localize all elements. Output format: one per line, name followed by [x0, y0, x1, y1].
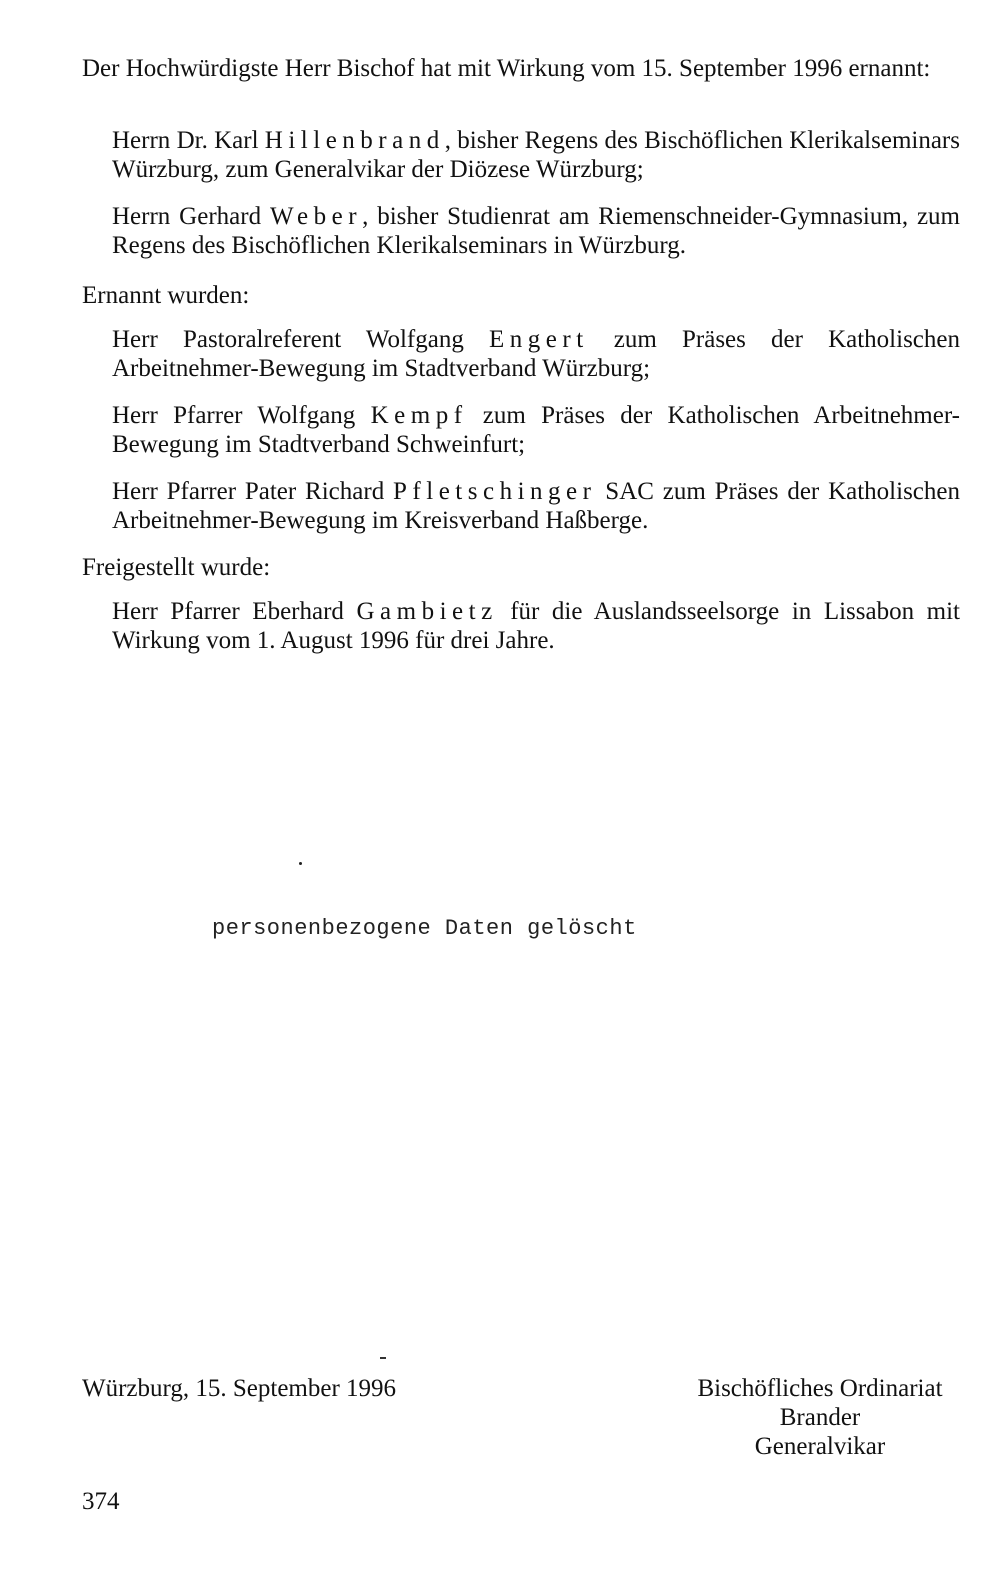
appointment-hillenbrand: [112, 126, 960, 184]
entry-prefix: Herr Pfarrer Eberhard: [112, 598, 357, 625]
place-date: Würzburg, 15. September 1996: [82, 1375, 397, 1402]
person-name: Kempf: [370, 402, 468, 429]
entry-text: zum Präses der Katholischen Arbeitnehmer-Bewegung im Stadtverband Würzburg;: [112, 326, 960, 382]
entry-prefix: Herr Pfarrer Pater Richard: [112, 478, 394, 505]
entry-prefix: Herrn Dr. Karl: [112, 127, 265, 154]
entry-text: für die Auslandsseelsorge in Lissabon mit Wirkung vom 1. August 1996 für drei Jahre.: [112, 598, 960, 654]
intro-text: Der Hochwürdigste Herr Bischof hat mit Wirkung vom 15. September 1996 ernannt:: [82, 55, 931, 82]
entry-prefix: Herr Pfarrer Wolfgang: [112, 402, 371, 429]
person-name: Pfletschinger: [393, 478, 597, 505]
entry-text: , bisher Regens des Bischöflichen Klerikalseminars Würzburg, zum Generalvikar der Diözese Würzburg;: [112, 127, 960, 183]
appointment-engert: [112, 325, 960, 383]
entry-text: zum Präses der Katholischen Arbeitnehmer-Bewegung im Stadtverband Schweinfurt;: [112, 402, 960, 458]
signature-title: Generalvikar: [754, 1433, 886, 1460]
speck-mark: [299, 862, 302, 865]
person-name: Engert: [489, 326, 589, 353]
release-gambietz: [112, 597, 960, 655]
person-name: Weber: [269, 203, 363, 230]
heading-appointed: Ernannt wurden:: [82, 282, 250, 309]
signature-office: Bischöfliches Ordinariat: [697, 1375, 943, 1402]
intro-paragraph: [82, 54, 962, 83]
heading-released: Freigestellt wurde:: [82, 554, 271, 581]
page-number: 374: [82, 1488, 120, 1515]
redaction-stamp: personenbezogene Daten gelöscht: [212, 916, 637, 941]
speck-mark: [380, 1357, 386, 1359]
person-name: Hillenbrand: [264, 127, 445, 154]
appointment-kempf: [112, 401, 960, 459]
entry-prefix: Herrn Gerhard: [112, 203, 270, 230]
entry-text: SAC zum Präses der Katholischen Arbeitnehmer-Bewegung im Kreisverband Haßberge.: [112, 478, 960, 534]
entry-prefix: Herr Pastoralreferent Wolfgang: [112, 326, 490, 353]
signature-name: Brander: [779, 1404, 861, 1431]
appointment-weber: [112, 202, 960, 260]
appointment-pfletschinger: [112, 477, 960, 535]
signature-block: [680, 1374, 960, 1461]
entry-text: , bisher Studienrat am Riemenschneider-Gymnasium, zum Regens des Bischöflichen Klerikalseminars in Würzburg.: [112, 203, 960, 259]
person-name: Gambietz: [356, 598, 498, 625]
